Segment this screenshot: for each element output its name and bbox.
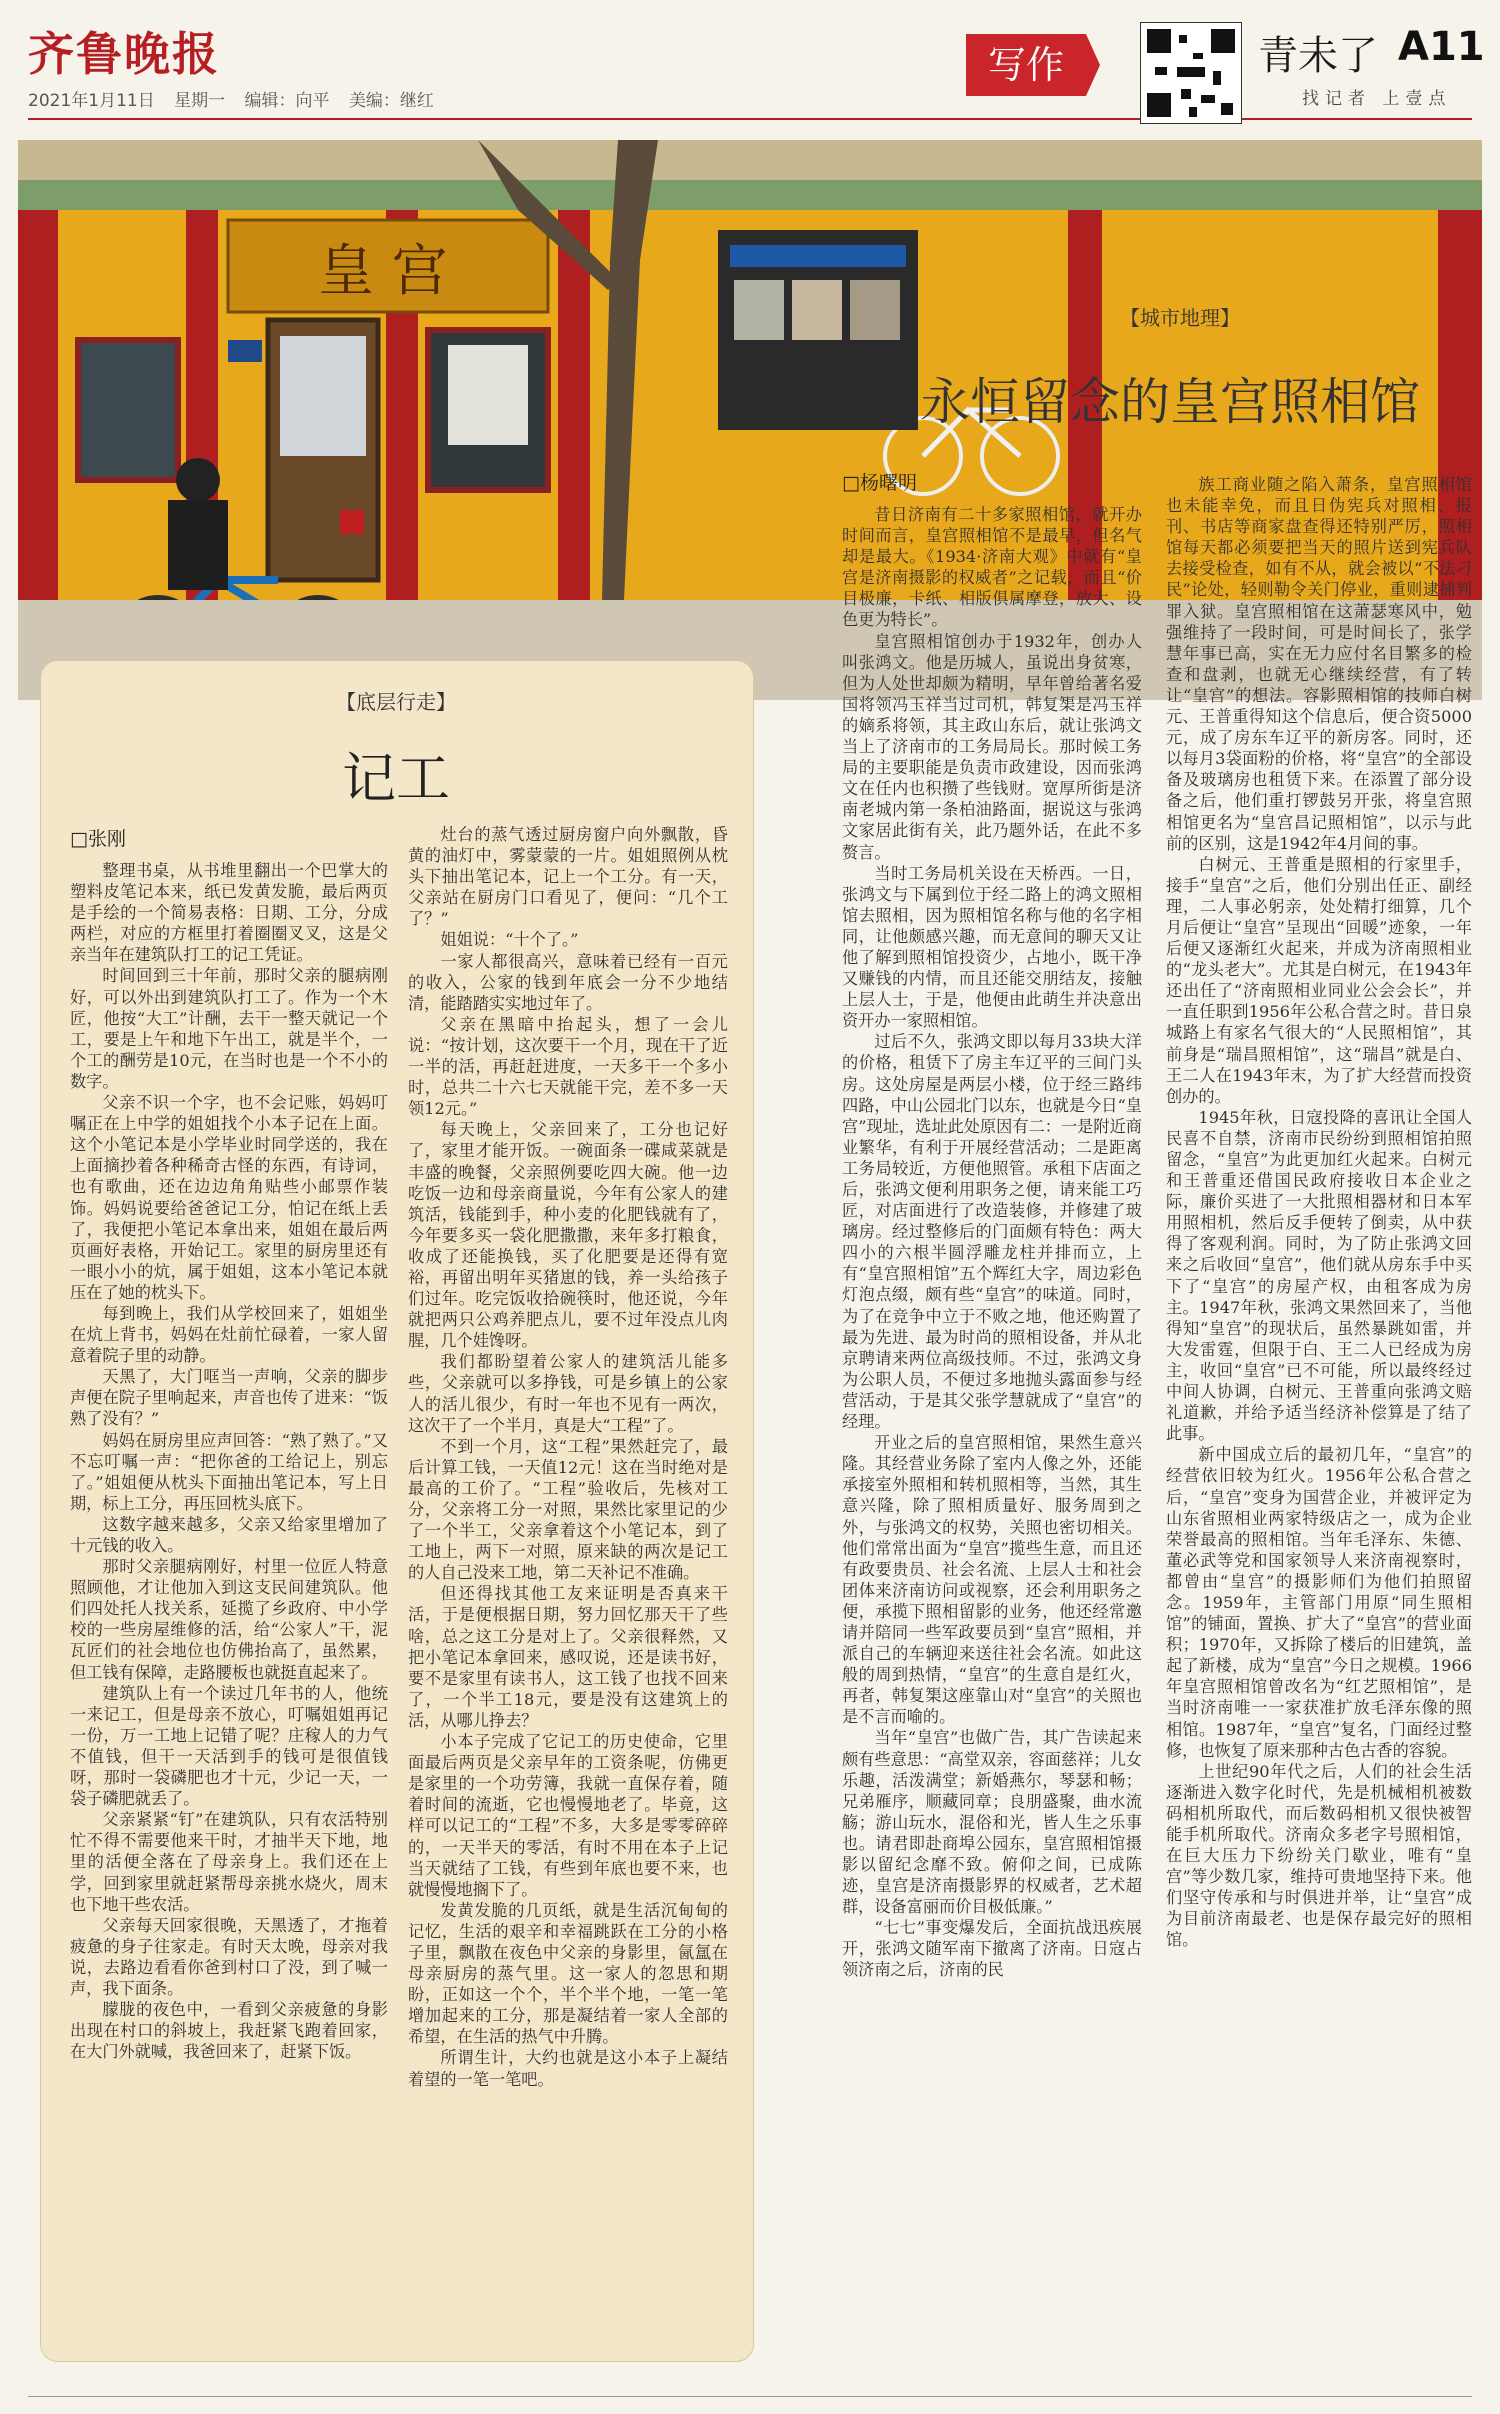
issue-date: 2021年1月11日: [28, 91, 155, 111]
paragraph: 过后不久，张鸿文即以每月33块大洋的价格，租赁下了房主车辽平的三间门头房。这处房屋是两层小楼，位于经三路纬四路，中山公园北门以东，也就是今日“皇宫”现址，选址此处原因有二：一是附近商业繁华，有利于开展经营活动；二是距离工务局较近，方便他照管。承租下店面之后，张鸿文便利用职务之便，请来能工巧匠，对店面进行了改造装修，并修建了玻璃房。经过整修后的门面颇有特色：两大四小的六根半圆浮雕龙柱并排而立，上有“皇宫照相馆”五个辉红大字，周边彩色灯泡点缀，颇有些“皇宫”的味道。同时，为了在竞争中立于不败之地，他还购置了最为先进、最为时尚的照相设备，并从北京聘请来两位高级技师。不过，张鸿文身为公职人员，不便过多地抛头露面参与经营活动，于是其父张学慧就成了“皇宫”的经理。: [842, 1032, 1142, 1432]
text-column-4: [1166, 474, 1472, 2384]
paragraph: 父亲在黑暗中抬起头，想了一会儿说：“按计划，这次要干一个月，现在干了近一半的活，再赶赶进度，一天多干一个多小时，总共二十六七天就能干完，差不多一天领12元。”: [408, 1014, 728, 1119]
paragraph: 族工商业随之陷入萧条，皇宫照相馆也未能幸免，而且日伪宪兵对照相、报刊、书店等商家盘查得还特别严厉，照相馆每天都必须要把当天的照片送到宪兵队去接受检查，如有不从，就会被以“不法刁民”论处，轻则勒令关门停业，重则逮捕判罪入狱。皇宫照相馆在这萧瑟寒风中，勉强维持了一段时间，可是时间长了，张学慧年事已高，实在无力应付名目繁多的检查和盘剥，也就无心继续经营，有了转让“皇宫”的想法。容影照相馆的技师白树元、王普重得知这个信息后，便合资5000元，成了房东车辽平的新房客。同时，还以每月3袋面粉的价格，将“皇宫”的全部设备及玻璃房也租赁下来。在添置了部分设备之后，他们重打锣鼓另开张，将皇宫照相馆更名为“皇宫昌记照相馆”，以示与此前的区别，这是1942年4月间的事。: [1166, 475, 1472, 853]
paragraph: 白树元、王普重是照相的行家里手，接手“皇宫”之后，他们分别出任正、副经理，二人事必躬亲，处处精打细算，几个月后便让“皇宫”呈现出“回暖”迹象，一年后便又逐渐红火起来，并成为济南照相业的“龙头老大”。尤其是白树元，在1943年还出任了“济南照相业同业公会会长”，并一直任职到1956年公私合营之时。昔日泉城路上有家名气很大的“人民照相馆”，其前身是“瑞昌照相馆”，这“瑞昌”就是白、王二人在1943年末，为了扩大经营而投资创办的。: [1166, 854, 1472, 1106]
paragraph: 上世纪90年代之后，人们的社会生活逐渐进入数字化时代，先是机械相机被数码相机所取代，而后数码相机又很快被智能手机所取代。济南众多老字号照相馆，在巨大压力下纷纷关门歇业，唯有“皇宫”等少数几家，维持可贵地坚持下来。他们坚守传承和与时俱进并举，让“皇宫”成为目前济南最老、也是保存最完好的照相馆。: [1166, 1761, 1472, 1950]
sign-text: 皇 宫: [318, 239, 448, 304]
paragraph: 小本子完成了它记工的历史使命，它里面最后两页是父亲早年的工资条呢，仿佛更是家里的一个功劳簿，我就一直保存着，随着时间的流逝，它也慢慢地老了。毕竟，这样可以记工的“工程”不多，大多是零零碎碎的，一天半天的零活，有时不用在本子上记当天就结了工钱，有些到年底也要不来，也就慢慢地搁下了。: [408, 1732, 728, 1899]
page-editors: 找记者 上壹点: [1302, 89, 1452, 109]
designer-credit: 美编：继红: [348, 91, 434, 111]
paragraph: 父亲不识一个字，也不会记账，妈妈叮嘱正在上中学的姐姐找个小本子记在上面。这个小笔记本是小学毕业时同学送的，我在上面摘抄着各种稀奇古怪的东西，有诗词，也有歌曲，还在边边角角贴些小邮票作装饰。妈妈说要给爸爸记工分，怕记在纸上丢了，我便把小笔记本拿出来，姐姐在最后两页画好表格，开始记工。家里的厨房里还有一眼小小的炕，属于姐姐，这本小笔记本就压在了她的枕头下。: [70, 1093, 388, 1302]
byline-left: □张刚: [70, 828, 126, 850]
paragraph: 一家人都很高兴，意味着已经有一百元的收入，公家的钱到年底会一分不少地结清，能踏踏实实地过年了。: [408, 951, 728, 1013]
paragraph: 父亲紧紧“钉”在建筑队，只有农活特别忙不得不需要他来干时，才抽半天下地，地里的活便全落在了母亲身上。我们还在上学，回到家里就赶紧帮母亲挑水烧火，周末也下地干些农活。: [70, 1810, 388, 1914]
article-title-right: 永恒留念的皇宫照相馆: [920, 373, 1420, 431]
paragraph: 每天晚上，父亲回来了，工分也记好了，家里才能开饭。一碗面条一碟咸菜就是丰盛的晚餐，父亲照例要吃四大碗。他一边吃饭一边和母亲商量说，今年有公家人的建筑活，钱能到手，种小麦的化肥钱就有了，今年要多买一袋化肥撒撒，来年多打粮食，收成了还能换钱，买了化肥要是还得有宽裕，再留出明年买猪崽的钱，养一头给孩子们过年。吃完饭收拾碗筷时，他还说，今年就把两只公鸡养肥点儿，要不过年没点儿肉腥，几个娃馋呀。: [408, 1120, 728, 1351]
masthead: 齐鲁晚报: [28, 27, 220, 81]
text-column-3: [842, 504, 1142, 2384]
paragraph: 发黄发脆的几页纸，就是生活沉甸甸的记忆，生活的艰辛和幸福跳跃在工分的小格子里，飘散在夜色中父亲的身影里，氤氲在母亲厨房的蒸气里。这一家人的忽思和期盼，正如这一个个，半个半个地，一笔一笔增加起来的工分，那是凝结着一家人全部的希望，在生活的热气中升腾。: [408, 1900, 728, 2047]
section-tag: 写作: [966, 34, 1086, 96]
qr-code-icon[interactable]: [1140, 22, 1242, 124]
paragraph: 父亲每天回家很晚，天黑透了，才拖着疲惫的身子往家走。有时天太晚，母亲对我说，去路边看看你爸到村口了没，到了喊一声，我下面条。: [70, 1915, 388, 1998]
editor-credit: 编辑：向平: [244, 91, 330, 111]
paragraph: 当时工务局机关设在天桥西。一日，张鸿文与下属到位于经二路上的鸿文照相馆去照相，因为照相馆名称与他的名字相同，让他颇感兴趣，而无意间的聊天又让他了解到照相馆投资少，占地小，既干净又赚钱的内情，而且还能交朋结友，接触上层人士，于是，他便由此萌生并决意出资开办一家照相馆。: [842, 863, 1142, 1031]
dateline: [28, 86, 448, 111]
column-tag-right: 【城市地理】: [1120, 306, 1240, 330]
paragraph: 整理书桌，从书堆里翻出一个巴掌大的塑料皮笔记本来，纸已发黄发脆，最后两页是手绘的一个简易表格：日期、工分，分成两栏，对应的方框里打着圈圈叉叉，这是父亲当年在建筑队打工的记工凭证。: [70, 861, 388, 965]
column-tag-left: 【底层行走】: [336, 690, 456, 714]
header-rule: [28, 118, 1472, 120]
paragraph: 1945年秋，日寇投降的喜讯让全国人民喜不自禁，济南市民纷纷到照相馆拍照留念，“皇宫”为此更加红火起来。白树元和王普重还借国民政府接收日本企业之际，廉价买进了一大批照相器材和日本军用照相机，然后反手便转了倒卖，从中获得了客观利润。同时，为了防止张鸿文回来之后收回“皇宫”，他们就从房东手中买下了“皇宫”的房屋产权，由租客成为房主。1947年秋，张鸿文果然回来了，当他得知“皇宫”的现状后，虽然暴跳如雷，并大发雷霆，但限于白、王二人已经成为房主，收回“皇宫”已不可能，所以最终经过中间人协调，白树元、王普重向张鸿文赔礼道歉，并给予适当经济补偿算是了结了此事。: [1166, 1107, 1472, 1444]
paragraph: 当年“皇宫”也做广告，其广告读起来颇有些意思：“高堂双亲，容面慈祥；儿女乐趣，活泼满堂；新婚燕尔，琴瑟和畅；兄弟雁序，顺藏同章；良朋盛聚，曲水流觞；游山玩水，混俗和光，皆人生之乐事也。请君即赴商埠公园东，皇宫照相馆摄影以留纪念靡不致。俯仰之间，已成陈迹，皇宫是济南摄影界的权威者，艺术超群，设备富丽而价目极低廉。”: [842, 1728, 1142, 1917]
paragraph: 所谓生计，大约也就是这小本子上凝结着望的一笔一笔吧。: [408, 2048, 728, 2089]
paragraph: 皇宫照相馆创办于1932年，创办人叫张鸿文。他是历城人，虽说出身贫寒，但为人处世却颇为精明，早年曾给著名爱国将领冯玉祥当过司机，韩复榘是冯玉祥的嫡系将领，其主政山东后，就让张鸿文当上了济南市的工务局局长。那时候工务局的主要职能是负责市政建设，因而张鸿文在任内也积攒了些钱财。宽厚所街是济南老城内第一条柏油路面，据说这与张鸿文家居此街有关，此乃题外话，在此不多赘言。: [842, 631, 1142, 862]
footer-rule: [28, 2396, 1472, 2397]
page-number: A11: [1398, 24, 1485, 70]
issue-weekday: 星期一: [174, 91, 226, 111]
text-column-1: [70, 860, 388, 2340]
paragraph: 天黑了，大门哐当一声响，父亲的脚步声便在院子里响起来，声音也传了进来：“饭熟了没有？”: [70, 1367, 388, 1429]
paragraph: 每到晚上，我们从学校回来了，姐姐坐在炕上背书，妈妈在灶前忙碌着，一家人留意着院子里的动静。: [70, 1303, 388, 1366]
paragraph: 开业之后的皇宫照相馆，果然生意兴隆。其经营业务除了室内人像之外，还能承接室外照相和转机照相等，当然，其生意兴隆，除了照相质量好、服务周到之外，与张鸿文的权势，关照也密切相关。他们常常出面为“皇宫”揽些生意，而且还有政要贵员、社会名流、上层人士和社会团体来济南访问或视察，还会利用职务之便，承揽下照相留影的业务，他还经常邀请并陪同一些军政要员到“皇宫”照相，并派自己的车辆迎来送往社会名流。如此这般的周到热情，“皇宫”的生意自是红火，再者，韩复榘这座靠山对“皇宫”的关照也是不言而喻的。: [842, 1433, 1142, 1727]
paragraph: 建筑队上有一个读过几年书的人，他统一来记工，但是母亲不放心，叮嘱姐姐再记一份，万一工地上记错了呢？庄稼人的力气不值钱，但干一天活到手的钱可是很值钱呀，那时一袋磷肥也才十元，少记一天，一袋子磷肥就丢了。: [70, 1683, 388, 1809]
paragraph: 时间回到三十年前，那时父亲的腿病刚好，可以外出到建筑队打工了。作为一个木匠，他按“大工”计酬，去干一整天就记一个工，要是上午和地下午出工，就是半个，一个工的酬劳是10元，在当时也是一个不小的数字。: [70, 966, 388, 1091]
paragraph: 姐姐说：“十个了。”: [440, 930, 579, 950]
byline-right: □杨曙明: [842, 472, 917, 494]
paragraph: 昔日济南有二十多家照相馆，就开办时间而言，皇宫照相馆不是最早，但名气却是最大。《1934·济南大观》中就有“皇宫是济南摄影的权威者”之记载，而且“价目极廉，卡纸、相版俱属摩登，放大、设色更为特长”。: [842, 505, 1142, 630]
paragraph: 但还得找其他工友来证明是否真来干活，于是便根据日期，努力回忆那天干了些啥，总之这工分是对上了。父亲很释然，又把小笔记本拿回来，感叹说，还是读书好，要不是家里有读书人，这工钱了也找不回来了，一个半工18元，要是没有这建筑上的活，从哪儿挣去？: [408, 1584, 728, 1730]
article-title-left: 记工: [342, 747, 450, 810]
paragraph: 朦胧的夜色中，一看到父亲疲惫的身影出现在村口的斜坡上，我赶紧飞跑着回家，在大门外就喊，我爸回来了，赶紧下饭。: [70, 2000, 388, 2062]
paragraph: 新中国成立后的最初几年，“皇宫”的经营依旧较为红火。1956年公私合营之后，“皇宫”变身为国营企业，并被评定为山东省照相业两家特级店之一，成为企业荣誉最高的照相馆。当年毛泽东、朱德、董必武等党和国家领导人来济南视察时，都曾由“皇宫”的摄影师们为他们拍照留念。1959年，主管部门用原“同生照相馆”的铺面，置换、扩大了“皇宫”的营业面积；1970年，又拆除了楼后的旧建筑，盖起了新楼，成为“皇宫”今日之规模。1966年皇宫照相馆曾改名为“红艺照相馆”，是当时济南唯一一家获准扩放毛泽东像的照相馆。1987年，“皇宫”复名，门面经过整修，也恢复了原来那种古色古香的容貌。: [1166, 1445, 1472, 1760]
paragraph: 这数字越来越多，父亲又给家里增加了十元钱的收入。: [70, 1514, 388, 1555]
page-title: 青未了: [1258, 33, 1378, 79]
paragraph: 那时父亲腿病刚好，村里一位匠人特意照顾他，才让他加入到这支民间建筑队。他们四处托人找关系，延揽了乡政府、中小学校的一些房屋维修的活，给“公家人”干，泥瓦匠们的社会地位也仿佛抬高了，虽然累，但工钱有保障，走路腰板也就挺直起来了。: [70, 1557, 388, 1682]
page-header-right: [1258, 24, 1485, 109]
text-column-2: [408, 824, 728, 2340]
paragraph: “七七”事变爆发后，全面抗战迅疾展开，张鸿文随军南下撤离了济南。日寇占领济南之后，济南的民: [842, 1918, 1142, 1980]
paragraph: 灶台的蒸气透过厨房窗户向外飘散，昏黄的油灯中，雾蒙蒙的一片。姐姐照例从枕头下抽出笔记本，记上一个工分。有一天，父亲站在厨房门口看见了，便问：“几个工了？”: [408, 825, 728, 929]
paragraph: 我们都盼望着公家人的建筑活儿能多些，父亲就可以多挣钱，可是乡镇上的公家人的活儿很少，有时一年也不见有一两次，这次干了一个半月，真是大“工程”了。: [408, 1352, 728, 1435]
paragraph: 妈妈在厨房里应声回答：“熟了熟了。”又不忘叮嘱一声：“把你爸的工给记上，别忘了。”姐姐便从枕头下面抽出笔记本，写上日期，标上工分，再压回枕头底下。: [70, 1430, 388, 1513]
paragraph: 不到一个月，这“工程”果然赶完了，最后计算工钱，一天值12元！这在当时绝对是最高的工价了。“工程”验收后，先核对工分，父亲将工分一对照，果然比家里记的少了一个半工，父亲拿着这个小笔记本，到了工地上，两下一对照，原来缺的两次是记工的人自己没来工地，第二天补记不准确。: [408, 1436, 728, 1583]
